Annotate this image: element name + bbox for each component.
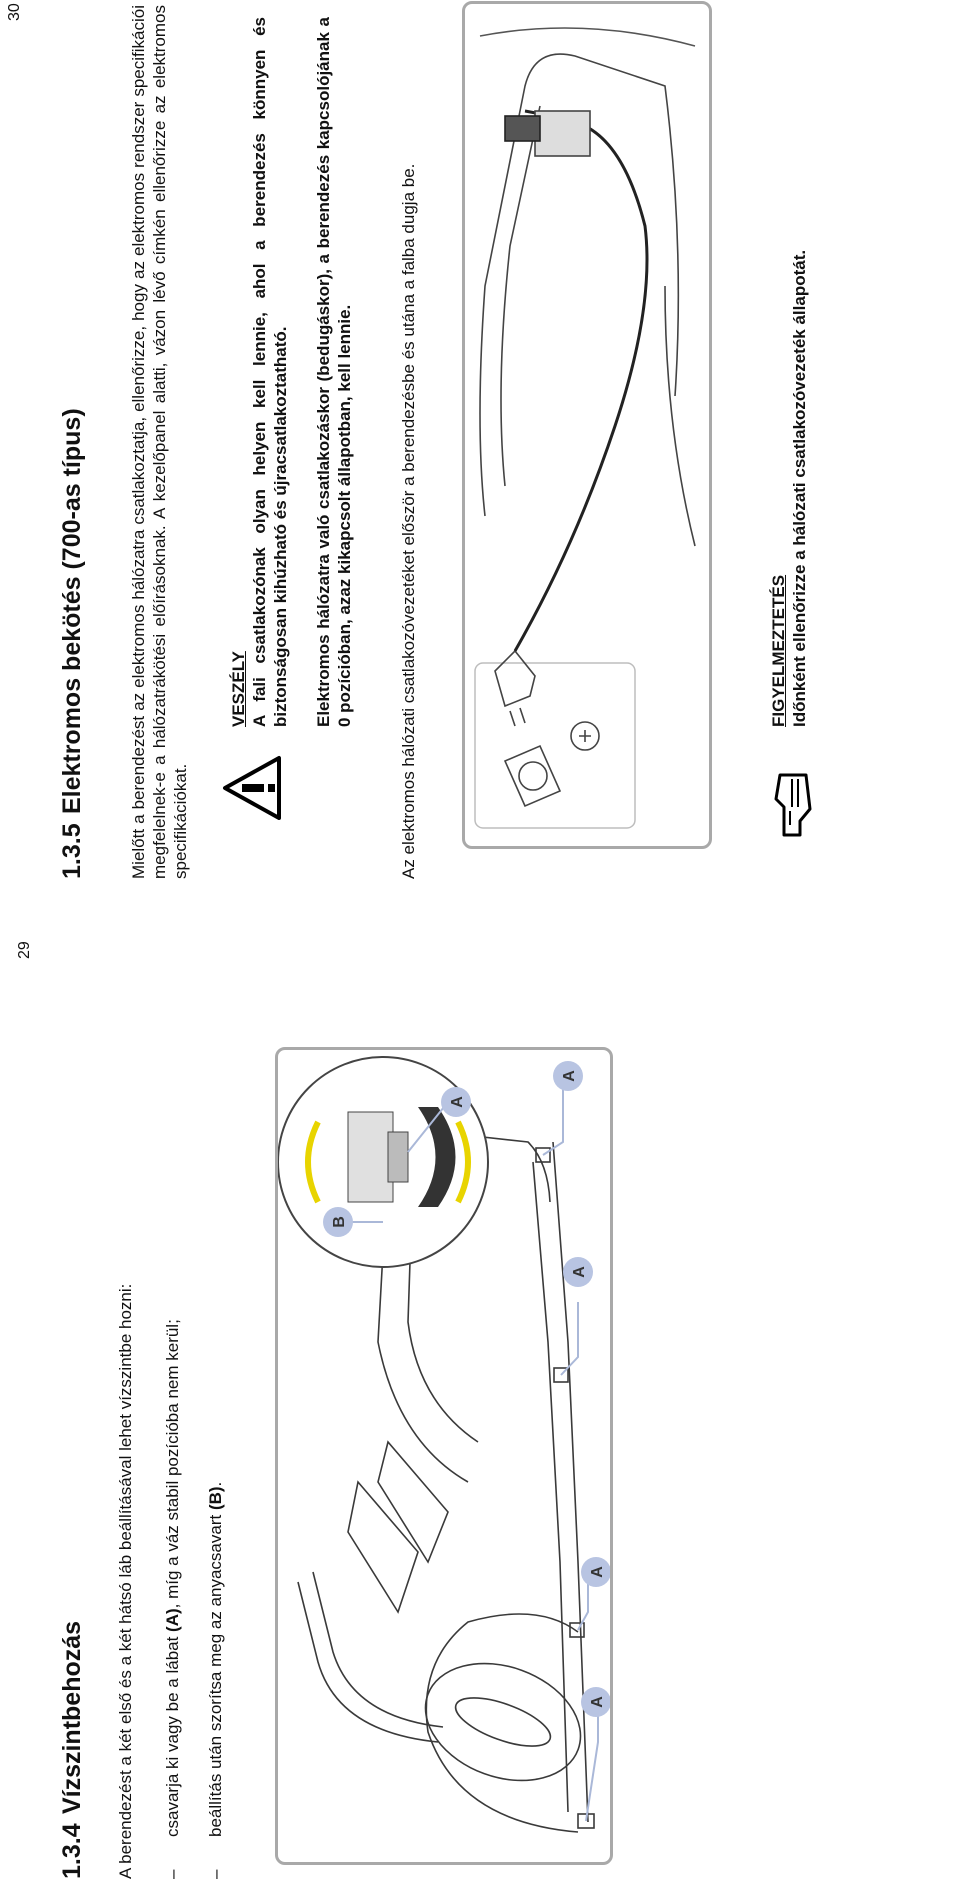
section-title: Elektromos bekötés (700-as típus) <box>58 408 86 815</box>
bullet-text: csavarja ki vagy be a lábat (A), míg a váz stabil pozícióba nem kerül; <box>163 1319 182 1837</box>
section-number: 1.3.4 <box>58 1823 86 1879</box>
bullet-dash: – <box>163 1869 182 1879</box>
warning-text: Időnként ellenőrizze a hálózati csatlakozóvezeték állapotát. <box>790 249 809 727</box>
label-b: B <box>331 1216 348 1228</box>
danger-text-1: A fali csatlakozónak olyan helyen kell lennie, ahol a berendezés könnyen és biztonságosan kihúzható és újracsatlakoztatható. <box>250 17 290 727</box>
leveling-figure <box>275 1047 613 1865</box>
danger-block <box>228 17 355 727</box>
leveling-illustration <box>278 1050 610 1862</box>
label-a: A <box>571 1266 588 1278</box>
bullet-item-2 <box>205 979 226 1879</box>
warning-block <box>768 7 810 727</box>
section-number: 1.3.5 <box>58 823 86 879</box>
label-a: A <box>561 1070 578 1082</box>
power-cord-illustration <box>465 4 709 846</box>
bullet-dash: – <box>206 1869 225 1879</box>
leveling-intro: A berendezést a két első és a két hátsó láb beállításával lehet vízszintbe hozni: <box>116 1283 135 1879</box>
page-number-right: 30 <box>6 3 23 21</box>
label-a: A <box>589 1566 606 1578</box>
section-title: Vízszintbehozás <box>58 1620 86 1815</box>
connection-order-paragraph: Az elektromos hálózati csatlakozóvezetéket először a berendezésbe és utána a falba dugja be. <box>399 163 418 879</box>
danger-text-2: Elektromos hálózatra való csatlakozáskor (bedugáskor), a berendezés kapcsolójának a 0 pozícióban, azaz kikapcsolt állapotban, kell lennie. <box>314 17 354 727</box>
section-heading-vizszintbehozas <box>58 1621 87 1879</box>
foot-detail-zoom <box>278 1057 488 1267</box>
pointing-hand-icon <box>770 771 816 839</box>
bullet-item-1 <box>162 979 183 1879</box>
danger-warning-icon <box>222 755 282 821</box>
bullet-text: beállítás után szorítsa meg az anyacsavart (B). <box>206 1481 225 1837</box>
label-a: A <box>589 1696 606 1708</box>
electrical-intro-paragraph: Mielőtt a berendezést az elektromos hálózatra csatlakoztatja, ellenőrizze, hogy az elektromos rendszer specifikációi megfelelnek-e a hálózatrákötési előírásoknak. A kezelőpanel alatti, vázon lévő címkén ellenőrizze az elektromos specifikációkat. <box>129 5 190 879</box>
danger-title: VESZÉLY <box>229 651 248 727</box>
label-a: A <box>449 1096 466 1108</box>
electrical-connection-figure <box>462 1 712 849</box>
section-heading-elektromos-bekotes <box>58 408 87 879</box>
warning-title: FIGYELMEZTETÉS <box>769 574 788 727</box>
page-number-left: 29 <box>16 941 33 959</box>
